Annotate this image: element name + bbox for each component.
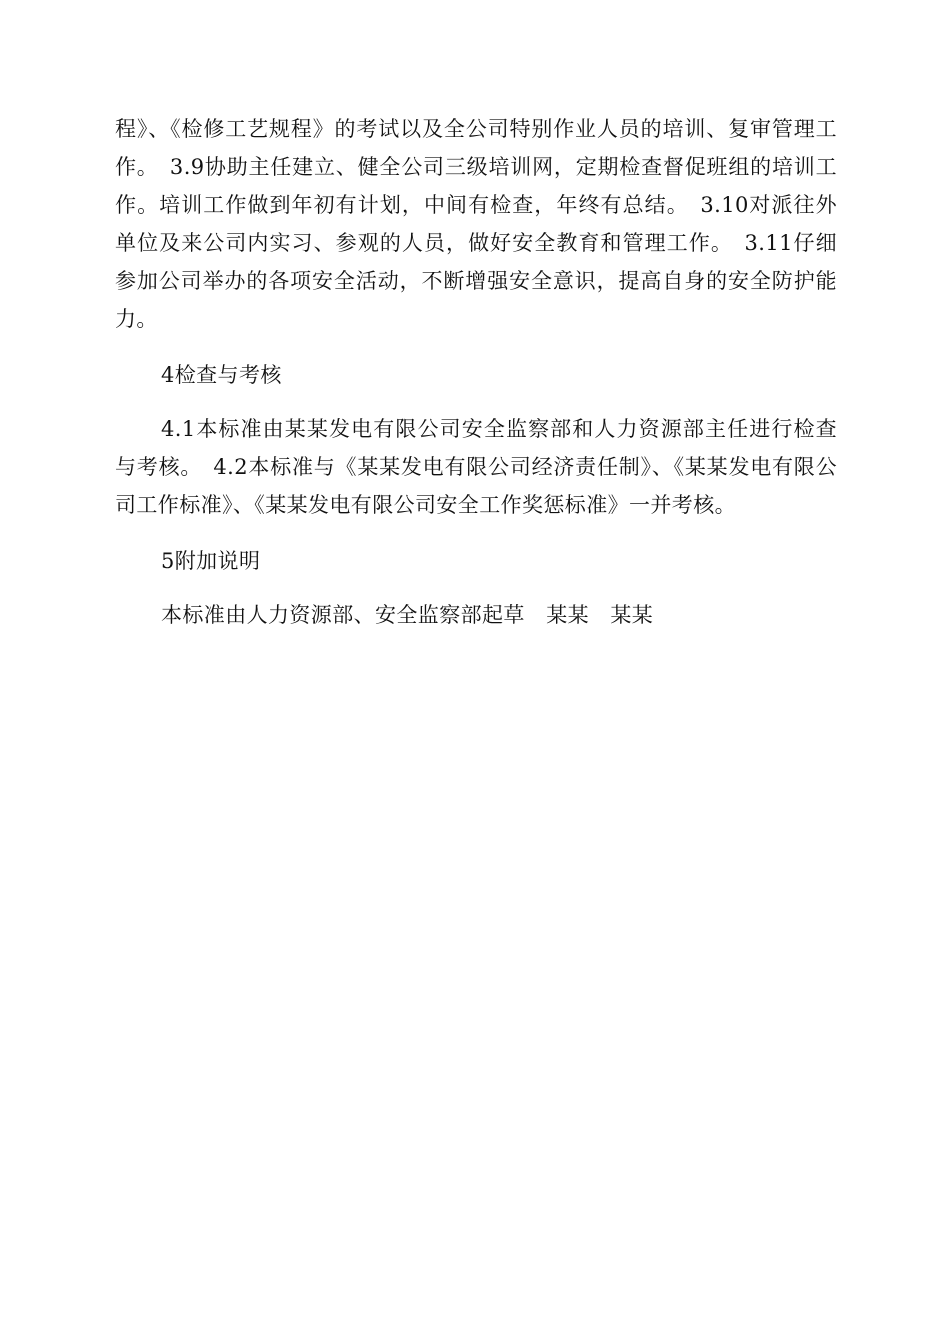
paragraph-inspection-assessment: 4.1本标准由某某发电有限公司安全监察部和人力资源部主任进行检查与考核。 4.2本标准与《某某发电有限公司经济责任制》、《某某发电有限公司工作标准》、《某某发电有限公司安全工作奖惩标准》一并考核。 — [115, 417, 837, 517]
spacer — [115, 338, 837, 356]
spacer — [115, 524, 837, 542]
section-5-heading: 5附加说明 — [161, 549, 261, 573]
section-4-heading: 4检查与考核 — [161, 363, 282, 387]
spacer — [115, 580, 837, 596]
paragraph-training-duties: 程》、《检修工艺规程》的考试以及全公司特别作业人员的培训、复审管理工作。 3.9协助主任建立、健全公司三级培训网，定期检查督促班组的培训工作。培训工作做到年初有计划，中间有检查，年终有总结。 3.10对派往外单位及来公司内实习、参观的人员，做好安全教育和管理工作。 3.11仔细参加公司举办的各项安全活动，不断增强安全意识，提高自身的安全防护能力。 — [115, 117, 837, 331]
paragraph-drafted-by: 本标准由人力资源部、安全监察部起草 某某 某某 — [161, 603, 654, 627]
document-body — [115, 110, 837, 634]
spacer — [115, 394, 837, 410]
